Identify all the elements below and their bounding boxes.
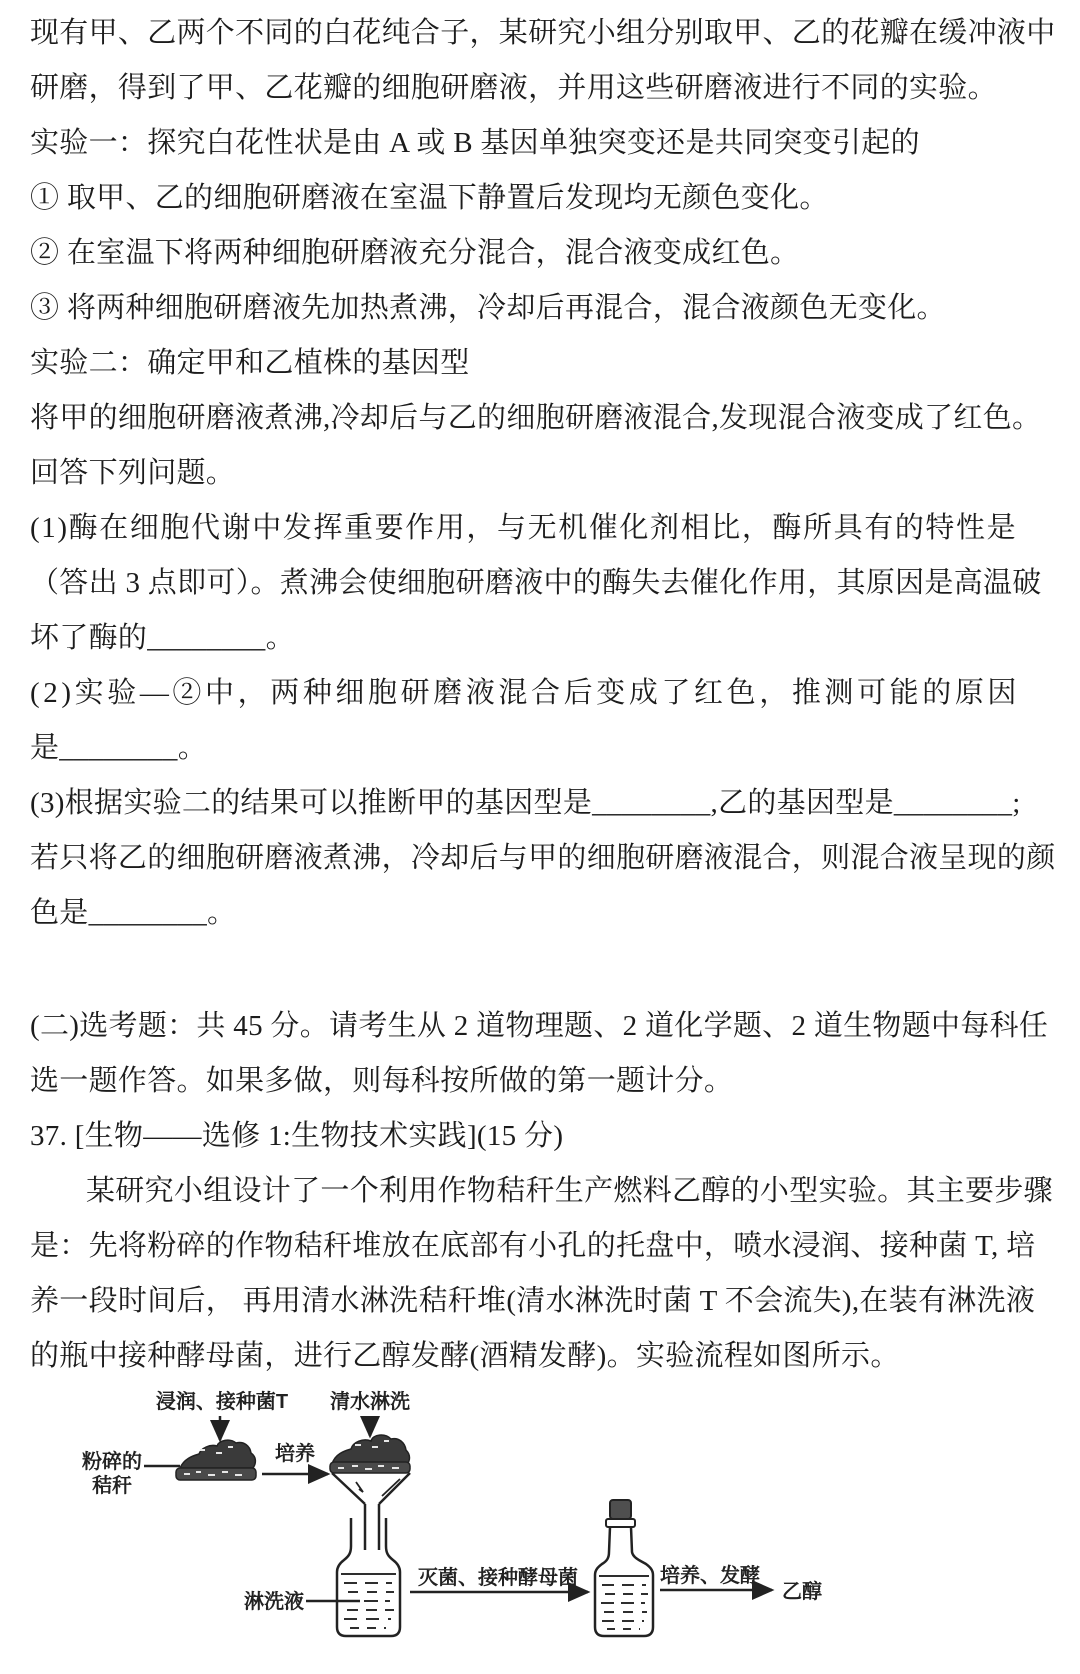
ferment-bottle <box>595 1500 653 1636</box>
text-line-2: 研磨，得到了甲、乙花瓣的细胞研磨液，并用这些研磨液进行不同的实验。 <box>30 72 997 104</box>
sterilize-inoculate-label: 灭菌、接种酵母菌 <box>418 1567 578 1589</box>
ethanol-label: 乙醇 <box>782 1581 822 1603</box>
funnel-straw-pile <box>330 1435 410 1473</box>
wash-liquid-label: 淋洗液 <box>244 1591 304 1613</box>
text-line-12: 坏了酶的________。 <box>30 622 295 654</box>
text-line-1: 现有甲、乙两个不同的白花纯合子，某研究小组分别取甲、乙的花瓣在缓冲液中 <box>30 17 1056 49</box>
text-line-3: 实验一：探究白花性状是由 A 或 B 基因单独突变还是共同突变引起的 <box>30 127 920 159</box>
text-line-14: 是________。 <box>30 732 207 764</box>
text-line-16: 若只将乙的细胞研磨液煮沸，冷却后与甲的细胞研磨液混合，则混合液呈现的颜 <box>30 842 1056 874</box>
text-line-4: ① 取甲、乙的细胞研磨液在室温下静置后发现均无颜色变化。 <box>30 182 829 214</box>
text-line-7: 实验二：确定甲和乙植株的基因型 <box>30 347 470 379</box>
culture-label: 培养 <box>275 1443 315 1465</box>
soak-inoculate-label: 浸润、接种菌T <box>155 1391 289 1413</box>
straw-pile <box>176 1440 256 1480</box>
text-line-19: 选一题作答。如果多做，则每科按所做的第一题计分。 <box>30 1065 734 1097</box>
text-line-8: 将甲的细胞研磨液煮沸,冷却后与乙的细胞研磨液混合,发现混合液变成了红色。 <box>30 402 1042 434</box>
text-line-5: ② 在室温下将两种细胞研磨液充分混合，混合液变成红色。 <box>30 237 800 269</box>
culture-ferment-label: 培养、发酵 <box>660 1565 760 1587</box>
crushed-straw-label: 粉碎的 <box>82 1451 142 1473</box>
text-line-22: 是：先将粉碎的作物秸秆堆放在底部有小孔的托盘中，喷水浸润、接种菌 T, 培 <box>30 1230 1036 1262</box>
text-line-11: （答出 3 点即可）。煮沸会使细胞研磨液中的酶失去催化作用，其原因是高温破 <box>30 567 1042 599</box>
wash-bottle <box>337 1518 400 1636</box>
text-line-24: 的瓶中接种酵母菌，进行乙醇发酵(酒精发酵)。实验流程如图所示。 <box>30 1340 900 1372</box>
text-line-15: (3)根据实验二的结果可以推断甲的基因型是________,乙的基因型是________; <box>30 787 1021 819</box>
ferment-liquid <box>599 1576 649 1629</box>
text-line-9: 回答下列问题。 <box>30 457 236 489</box>
experiment-flow-diagram <box>60 1380 860 1642</box>
rinse-label: 清水淋洗 <box>330 1391 410 1413</box>
text-line-17: 色是________。 <box>30 897 237 929</box>
question-text-block <box>30 6 1056 1384</box>
text-line-18: (二)选考题：共 45 分。请考生从 2 道物理题、2 道化学题、2 道生物题中每科任 <box>30 1010 1049 1042</box>
text-line-13: (2)实验—②中，两种细胞研磨液混合后变成了红色，推测可能的原因 <box>30 677 1021 709</box>
text-line-20: 37. [生物——选修 1:生物技术实践](15 分) <box>30 1120 564 1152</box>
funnel <box>332 1473 410 1550</box>
section-gap <box>30 941 1052 999</box>
text-line-10: (1)酶在细胞代谢中发挥重要作用，与无机催化剂相比，酶所具有的特性是 <box>30 512 1018 544</box>
text-line-23: 养一段时间后， 再用清水淋洗秸秆堆(清水淋洗时菌 T 不会流失),在装有淋洗液 <box>30 1285 1036 1317</box>
text-line-21: 某研究小组设计了一个利用作物秸秆生产燃料乙醇的小型实验。其主要步骤 <box>86 1175 1053 1207</box>
text-line-6: ③ 将两种细胞研磨液先加热煮沸，冷却后再混合，混合液颜色无变化。 <box>30 292 946 324</box>
crushed-straw-label-2: 秸秆 <box>92 1475 132 1497</box>
